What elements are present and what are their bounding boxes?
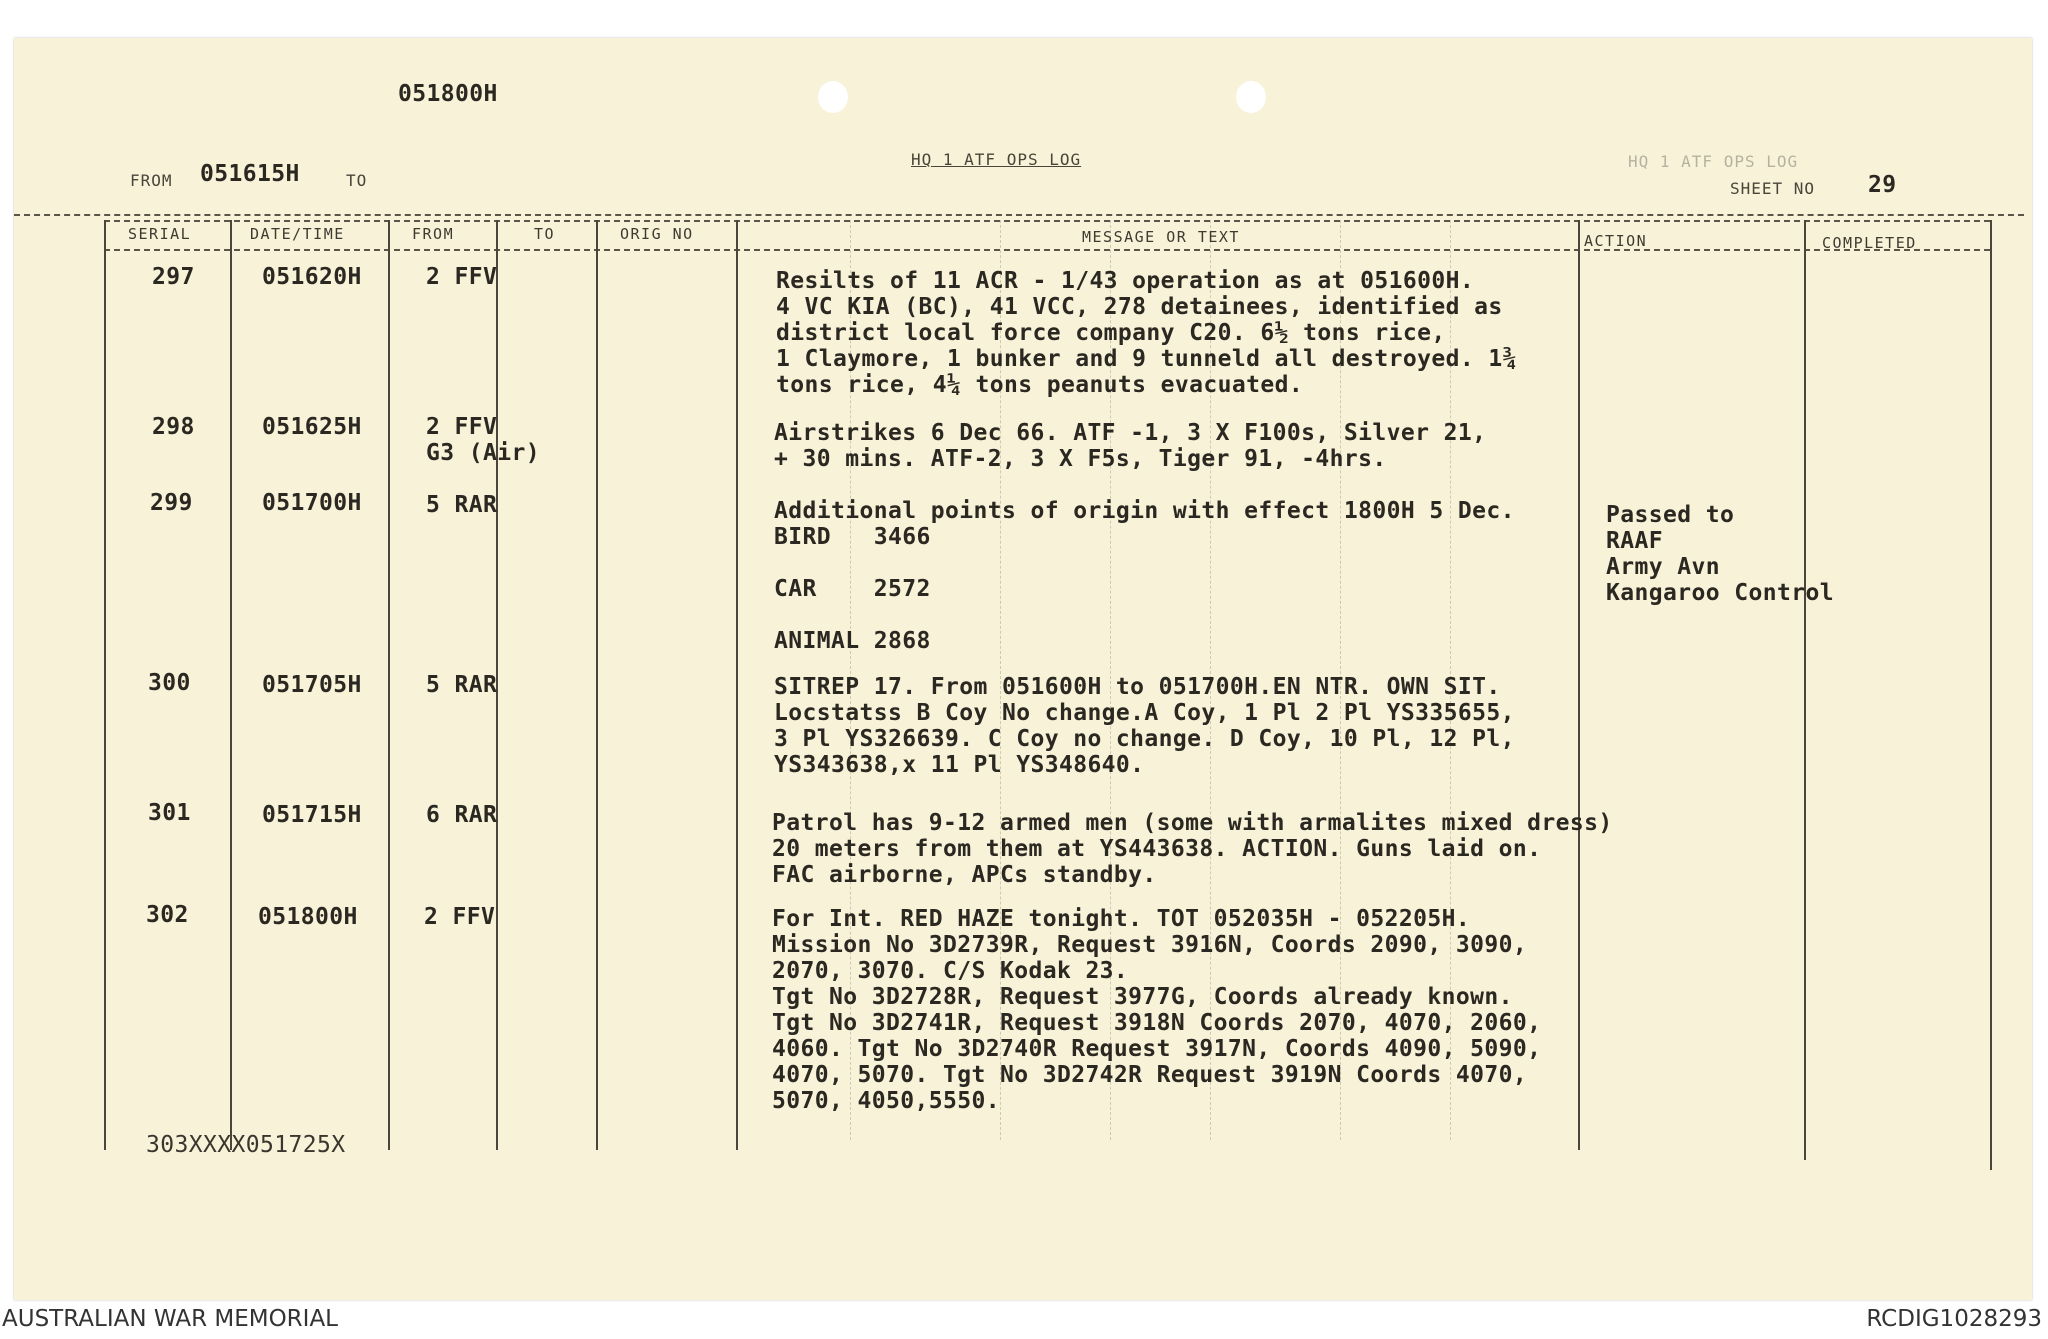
to-label: TO [346, 171, 368, 190]
col-line-0 [104, 220, 106, 1150]
entry-300-message: SITREP 17. From 051600H to 051700H.EN NTR. OWN SIT. Locstatss B Coy No change.A Coy, 1 Pl 2 Pl YS335655, 3 Pl YS326639. C Coy no change. D Coy, 10 Pl, 12 Pl, YS343638,x 11 Pl YS348640. [774, 674, 1515, 778]
col-line-7 [1804, 220, 1806, 1160]
entry-300-serial: 300 [148, 670, 191, 696]
col-header-orig-no: ORIG NO [620, 225, 694, 243]
entry-299-action: Passed to RAAF Army Avn Kangaroo Control [1606, 502, 1834, 606]
top-dtg: 051800H [398, 81, 498, 107]
rule-header-bottom [104, 249, 1990, 251]
col-header-completed: COMPLETED [1822, 234, 1917, 252]
col-line-5 [736, 220, 738, 1150]
entry-299-message: Additional points of origin with effect 1800H 5 Dec. BIRD 3466 CAR 2572 ANIMAL 2868 [774, 498, 1515, 654]
col-line-6 [1578, 220, 1580, 1150]
col-header-action: ACTION [1584, 232, 1648, 250]
entry-302-from: 2 FFV [424, 904, 496, 930]
col-header-from: FROM [412, 225, 455, 243]
log-title: HQ 1 ATF OPS LOG [911, 150, 1082, 169]
entry-301-serial: 301 [148, 800, 191, 826]
struck-serial-note: 303XXXX051725X [146, 1132, 346, 1158]
entry-297-serial: 297 [152, 264, 195, 290]
entry-302-message: For Int. RED HAZE tonight. TOT 052035H - 052205H. Mission No 3D2739R, Request 3916N, Coords 2090, 3090, 2070, 3070. C/S Kodak 23. Tgt No 3D2728R, Request 3977G, Coords already known. Tgt No 3D2741R, Request 3918N Coords 2070, 4070, 2060, 4060. Tgt No 3D2740R Request 3917N, Coords 4090, 5090, 4070, 5070. Tgt No 3D2742R Request 3919N Coords 4070, 5070, 4050,5550. [772, 906, 1542, 1114]
sheet-number: 29 [1868, 172, 1897, 198]
entry-297-from: 2 FFV [426, 264, 498, 290]
entry-297-dtg: 051620H [262, 264, 362, 290]
col-line-1 [230, 220, 232, 1150]
entry-301-from: 6 RAR [426, 802, 498, 828]
entry-301-message: Patrol has 9-12 armed men (some with armalites mixed dress) 20 meters from them at YS443638. ACTION. Guns laid on. FAC airborne, APCs standby. [772, 810, 1613, 888]
col-header-datetime: DATE/TIME [250, 225, 345, 243]
entry-299-serial: 299 [150, 490, 193, 516]
entry-298-dtg: 051625H [262, 414, 362, 440]
col-header-to: TO [534, 225, 556, 243]
col-line-2 [388, 220, 390, 1150]
entry-301-dtg: 051715H [262, 802, 362, 828]
rule-top [14, 214, 2024, 216]
entry-300-from: 5 RAR [426, 672, 498, 698]
sheet-label: SHEET NO [1730, 179, 1816, 198]
col-line-8 [1990, 220, 1992, 1170]
rule-header-top [104, 220, 1990, 222]
entry-299-from: 5 RAR [426, 492, 498, 518]
entry-302-serial: 302 [146, 902, 189, 928]
col-header-serial: SERIAL [128, 225, 192, 243]
footer-institution: AUSTRALIAN WAR MEMORIAL [2, 1306, 338, 1332]
entry-299-dtg: 051700H [262, 490, 362, 516]
entry-302-dtg: 051800H [258, 904, 358, 930]
from-label: FROM [130, 171, 173, 190]
punch-hole-right [1236, 81, 1266, 113]
entry-298-from: 2 FFV G3 (Air) [426, 414, 540, 466]
footer-record-id: RCDIG1028293 [1866, 1306, 2042, 1332]
entry-297-message: Resilts of 11 ACR - 1/43 operation as at 051600H. 4 VC KIA (BC), 41 VCC, 278 detainees, identified as district local force company C20. 6½ tons rice, 1 Claymore, 1 bunker and 9 tunneld all destroyed. 1¾ tons rice, 4¼ tons peanuts evacuated. [776, 268, 1517, 398]
entry-298-message: Airstrikes 6 Dec 66. ATF -1, 3 X F100s, Silver 21, + 30 mins. ATF-2, 3 X F5s, Tiger 91, -4hrs. [774, 420, 1487, 472]
col-line-4 [596, 220, 598, 1150]
log-title-showthrough: HQ 1 ATF OPS LOG [1628, 152, 1799, 171]
entry-298-serial: 298 [152, 414, 195, 440]
from-dtg: 051615H [200, 161, 300, 187]
col-header-message: MESSAGE OR TEXT [1082, 228, 1240, 246]
entry-300-dtg: 051705H [262, 672, 362, 698]
punch-hole-left [818, 81, 848, 113]
